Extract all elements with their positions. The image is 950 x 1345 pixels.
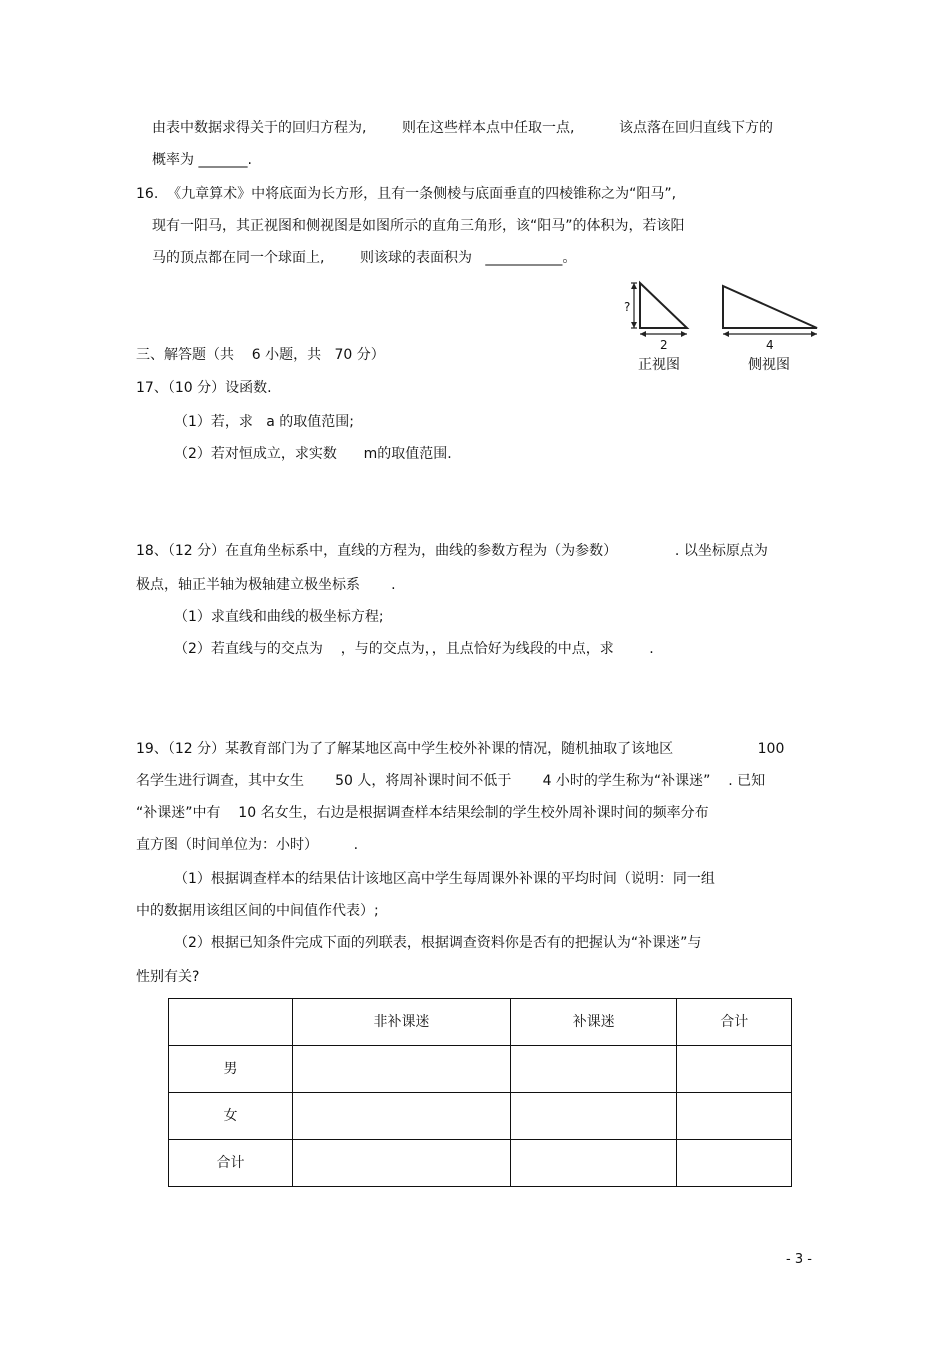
table-row-label: 女 <box>169 1093 293 1140</box>
table-cell <box>293 1046 511 1093</box>
table-cell <box>677 1093 792 1140</box>
q19-part2-line1: （2）根据已知条件完成下面的列联表，根据调查资料你是否有的把握认为“补课迷”与 <box>174 935 702 951</box>
table-row-label: 男 <box>169 1046 293 1093</box>
q18-part1: （1）求直线和曲线的极坐标方程; <box>174 609 384 625</box>
table-header-cell: 非补课迷 <box>293 999 511 1046</box>
front-width-label: 2 <box>660 338 668 352</box>
q19-text-line3: “补课迷”中有 10 名女生，右边是根据调查样本结果绘制的学生校外周补课时间的频率分布 <box>136 805 709 821</box>
front-view-caption: 正视图 <box>638 357 680 373</box>
table-header-row <box>169 999 792 1046</box>
table-cell <box>293 1140 511 1187</box>
q15-text-line2: 概率为 _______. <box>152 152 252 168</box>
q15-text-line1: 由表中数据求得关于的回归方程为, 则在这些样本点中任取一点, 该点落在回归直线下方的 <box>152 120 774 136</box>
table-row <box>169 1046 792 1093</box>
side-view-triangle <box>723 286 817 328</box>
side-width-label: 4 <box>766 338 774 352</box>
q18-text-line2: 极点，轴正半轴为极轴建立极坐标系 . <box>136 577 396 593</box>
q19-text-line4: 直方图（时间单位为：小时） . <box>136 837 359 853</box>
q16-three-view-figure <box>620 280 825 340</box>
q19-part2-line2: 性别有关? <box>136 969 200 985</box>
table-cell <box>677 1140 792 1187</box>
table-cell <box>293 1093 511 1140</box>
table-header-cell: 合计 <box>677 999 792 1046</box>
q16-text-line3: 马的顶点都在同一个球面上, 则该球的表面积为 ___________。 <box>152 250 577 266</box>
contingency-table <box>168 998 792 1187</box>
q19-text-line2: 名学生进行调查，其中女生 50 人，将周补课时间不低于 4 小时的学生称为“补课迷” . 已知 <box>136 773 766 789</box>
front-height-label: ? <box>624 300 631 314</box>
table-cell <box>511 1093 677 1140</box>
q17-heading: 17、（10 分）设函数. <box>136 380 272 396</box>
side-view-caption: 侧视图 <box>748 357 790 373</box>
table-header-cell: 补课迷 <box>511 999 677 1046</box>
q17-part1: （1）若，求 a 的取值范围; <box>174 414 355 430</box>
q19-text-line1: 19、（12 分）某教育部门为了了解某地区高中学生校外补课的情况，随机抽取了该地区 100 <box>136 741 785 757</box>
q17-part2: （2）若对恒成立，求实数 m的取值范围. <box>174 446 452 462</box>
q19-part1-line1: （1）根据调查样本的结果估计该地区高中学生每周课外补课的平均时间（说明：同一组 <box>174 871 715 887</box>
table-cell <box>511 1140 677 1187</box>
q16-text-line1: 16. 《九章算术》中将底面为长方形，且有一条侧棱与底面垂直的四棱锥称之为“阳马”, <box>136 186 677 202</box>
table-header-cell <box>169 999 293 1046</box>
page-number: - 3 - <box>786 1252 812 1267</box>
q19-part1-line2: 中的数据用该组区间的中间值作代表）; <box>136 903 379 919</box>
table-cell <box>511 1046 677 1093</box>
table-row-label: 合计 <box>169 1140 293 1187</box>
table-cell <box>677 1046 792 1093</box>
q18-text-line1: 18、（12 分）在直角坐标系中，直线的方程为，曲线的参数方程为（为参数） . 以坐标原点为 <box>136 543 768 559</box>
front-view-triangle <box>640 283 687 328</box>
table-row <box>169 1093 792 1140</box>
q16-text-line2: 现有一阳马，其正视图和侧视图是如图所示的直角三角形，该“阳马”的体积为，若该阳 <box>152 218 685 234</box>
q18-part2: （2）若直线与的交点为 ，与的交点为，，且点恰好为线段的中点，求 . <box>174 641 654 657</box>
table-row <box>169 1140 792 1187</box>
section3-heading: 三、解答题（共 6 小题，共 70 分） <box>136 347 385 363</box>
